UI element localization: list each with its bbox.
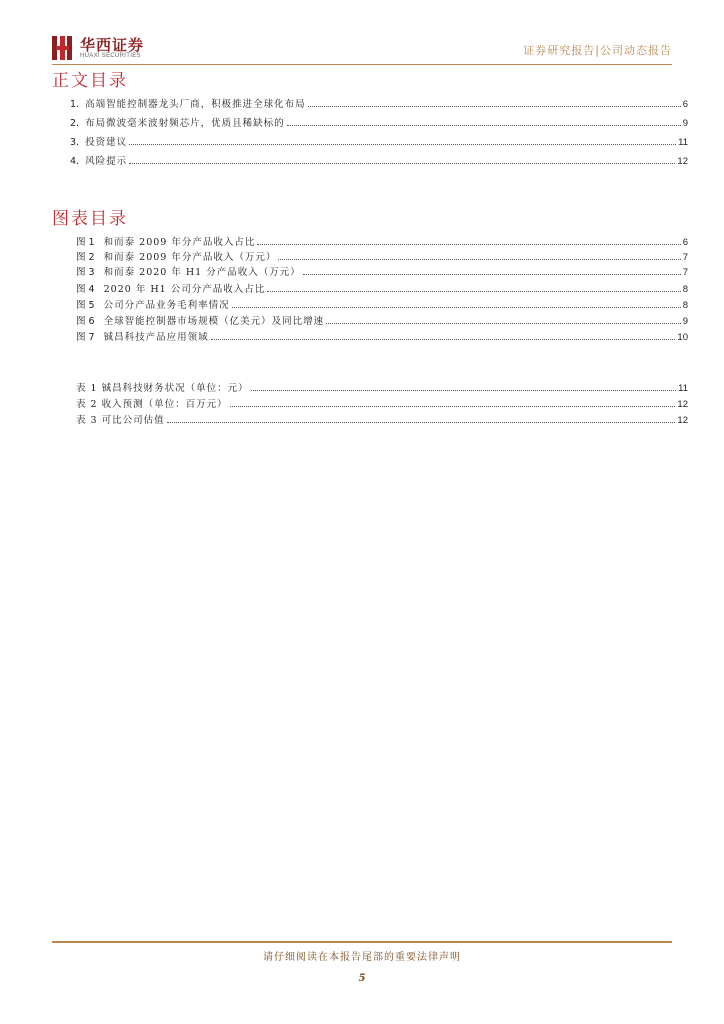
leader-dots — [129, 144, 676, 145]
figure-caption: 全球智能控制器市场规模（亿美元）及同比增速 — [103, 316, 325, 327]
toc-title: 正文目录 — [52, 71, 128, 91]
table-page: 12 — [677, 399, 688, 410]
leader-dots — [308, 106, 681, 107]
table-caption: 表 3 可比公司估值 — [76, 415, 165, 426]
table-item[interactable] — [76, 382, 688, 395]
toc-item-text: 布局微波毫米波射频芯片，优质且稀缺标的 — [85, 118, 285, 129]
table-item[interactable] — [76, 414, 688, 427]
toc-item[interactable] — [70, 136, 688, 149]
figures-toc-title: 图表目录 — [52, 209, 128, 229]
leader-dots — [251, 390, 677, 391]
page-number: 5 — [358, 973, 366, 984]
figure-page: 10 — [677, 332, 688, 343]
leader-dots — [267, 291, 680, 292]
report-type-label: 证券研究报告|公司动态报告 — [523, 44, 672, 57]
leader-dots — [257, 244, 680, 245]
toc-item-text: 高端智能控制器龙头厂商，积极推进全球化布局 — [85, 99, 306, 110]
figure-page: 8 — [682, 300, 688, 311]
figure-number: 图 3 — [76, 267, 95, 278]
figure-page: 6 — [682, 237, 688, 248]
toc-item-number: 4. — [70, 156, 80, 167]
toc-item-page: 11 — [678, 137, 688, 148]
table-item[interactable] — [76, 398, 688, 411]
figure-page: 8 — [682, 284, 688, 295]
leader-dots — [167, 422, 676, 423]
toc-item-text: 风险提示 — [85, 156, 128, 167]
company-logo — [52, 34, 182, 64]
figure-item[interactable] — [76, 299, 688, 312]
figure-page: 9 — [682, 316, 688, 327]
table-page: 12 — [677, 415, 688, 426]
figure-number: 图 2 — [76, 252, 95, 263]
huaxi-logo-icon — [52, 34, 74, 62]
figure-caption: 2020 年 H1 公司分产品收入占比 — [103, 284, 266, 295]
logo-chinese-name: 华西证券 — [80, 36, 145, 54]
table-page: 11 — [678, 383, 688, 394]
toc-item-page: 9 — [682, 118, 688, 129]
toc-item[interactable] — [70, 98, 688, 111]
figure-caption: 铖昌科技产品应用领域 — [103, 332, 209, 343]
figure-item[interactable] — [76, 315, 688, 328]
table-caption: 表 1 铖昌科技财务状况（单位：元） — [76, 383, 249, 394]
leader-dots — [287, 125, 681, 126]
figure-number: 图 7 — [76, 332, 95, 343]
figure-item[interactable] — [76, 331, 688, 344]
figure-number: 图 4 — [76, 284, 95, 295]
figure-page: 7 — [682, 252, 688, 263]
header-divider — [52, 64, 672, 65]
figure-number: 图 6 — [76, 316, 95, 327]
leader-dots — [303, 274, 681, 275]
toc-item[interactable] — [70, 117, 688, 130]
figure-caption: 公司分产品业务毛利率情况 — [103, 300, 230, 311]
figure-number: 图 5 — [76, 300, 95, 311]
page-header — [52, 32, 672, 66]
legal-notice: 请仔细阅读在本报告尾部的重要法律声明 — [263, 952, 461, 963]
toc-item-number: 2. — [70, 118, 80, 129]
figure-caption: 和而泰 2020 年 H1 分产品收入（万元） — [103, 267, 301, 278]
toc-item-number: 1. — [70, 99, 80, 110]
figure-number: 图 1 — [76, 237, 95, 248]
leader-dots — [326, 323, 681, 324]
figure-page: 7 — [682, 267, 688, 278]
footer-divider — [52, 941, 672, 943]
toc-item-page: 12 — [677, 156, 688, 167]
leader-dots — [211, 339, 676, 340]
toc-item-text: 投资建议 — [85, 137, 128, 148]
toc-item-page: 6 — [682, 99, 688, 110]
logo-english-name: HUAXI SECURITIES — [80, 53, 141, 59]
leader-dots — [129, 163, 675, 164]
figure-caption: 和而泰 2009 年分产品收入占比 — [103, 237, 256, 248]
table-caption: 表 2 收入预测（单位：百万元） — [76, 399, 228, 410]
toc-item[interactable] — [70, 155, 688, 168]
figure-item[interactable] — [76, 266, 688, 279]
leader-dots — [278, 259, 680, 260]
figure-caption: 和而泰 2009 年分产品收入（万元） — [103, 252, 277, 263]
toc-item-number: 3. — [70, 137, 80, 148]
leader-dots — [232, 307, 681, 308]
leader-dots — [230, 406, 676, 407]
figure-item[interactable] — [76, 236, 688, 249]
figure-item[interactable] — [76, 251, 688, 264]
figure-item[interactable] — [76, 283, 688, 296]
